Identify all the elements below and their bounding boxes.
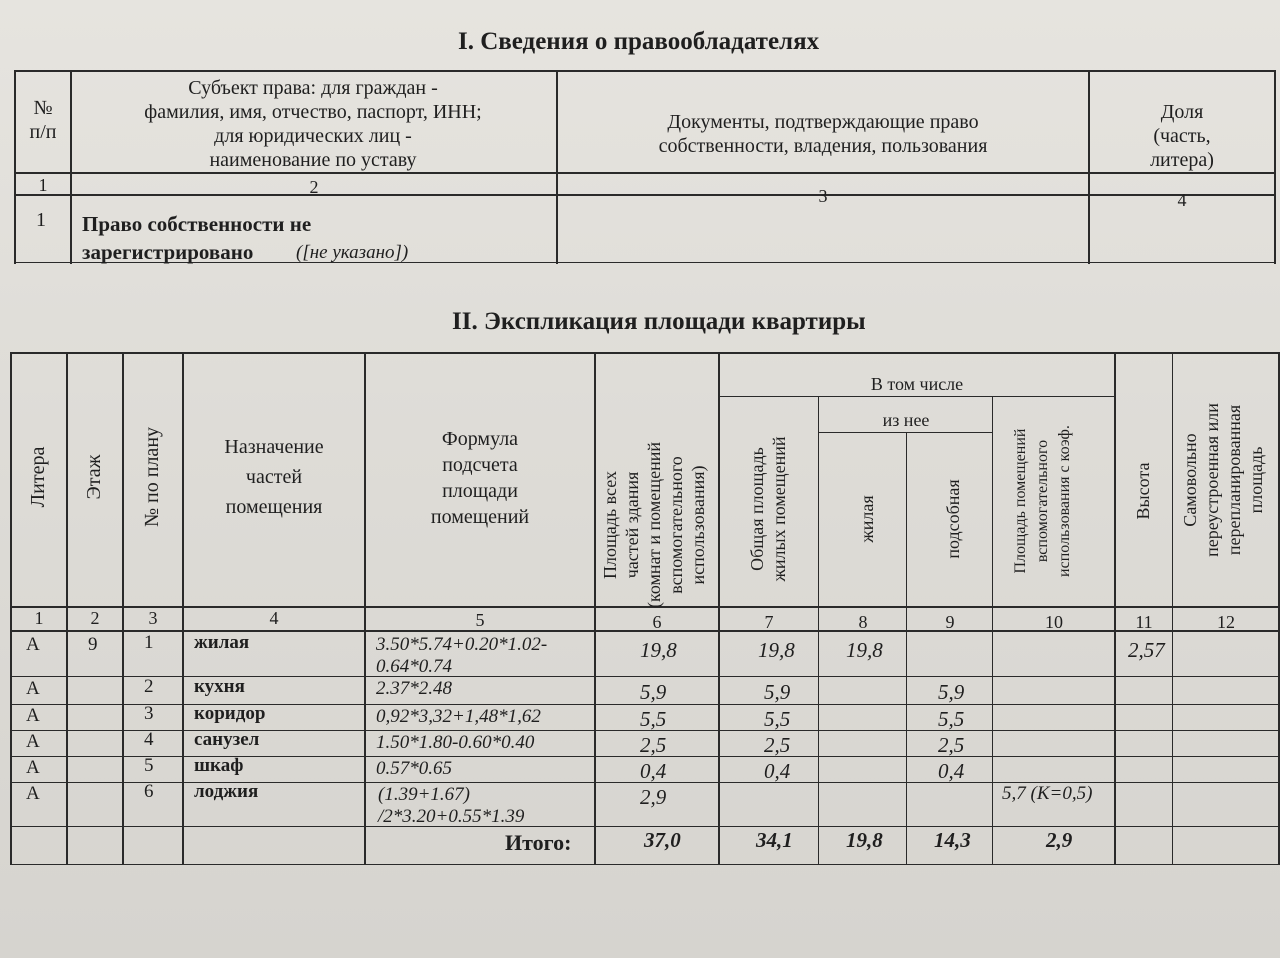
t2-header-plan-no: № по плану xyxy=(141,426,163,528)
totals-living-total: 34,1 xyxy=(756,828,793,852)
row6-purpose: лоджия xyxy=(194,781,259,802)
t2-colnum-1: 1 xyxy=(34,608,44,628)
t2-colnum-5: 5 xyxy=(475,610,485,630)
row5-litera: А xyxy=(26,757,40,778)
row3-purpose: коридор xyxy=(194,703,266,724)
row1-living: 19,8 xyxy=(846,638,883,662)
row4-no: 4 xyxy=(144,729,154,750)
row2-total: 5,9 xyxy=(640,680,667,704)
t2-header-floor: Этаж xyxy=(83,454,105,500)
t1-header-bottom xyxy=(14,172,1276,174)
row1-no: 1 xyxy=(144,632,154,653)
row5-total: 0,4 xyxy=(640,759,667,783)
row3-living-total: 5,5 xyxy=(764,707,791,731)
t2-header-of-which: из нее xyxy=(882,410,930,430)
row4-total: 2,5 xyxy=(640,733,667,757)
t2-bottom-border xyxy=(10,864,1280,865)
row4-purpose: санузел xyxy=(194,729,260,750)
row4-litera: А xyxy=(26,731,40,752)
t2-vtom-bottom xyxy=(718,396,1114,397)
t2-header-utility: подсобная xyxy=(943,479,963,559)
row2-living-total: 5,9 xyxy=(764,680,791,704)
t2-vsep-6 xyxy=(718,352,720,864)
t1-row-no: 1 xyxy=(36,209,46,231)
totals-label: Итого: xyxy=(505,830,572,855)
t2-vsep-5 xyxy=(594,352,596,864)
t2-vsep-9 xyxy=(992,396,993,864)
section1-title: I. Сведения о правообладателях xyxy=(458,28,820,55)
t1-colnum-1: 1 xyxy=(38,175,48,195)
row1-total: 19,8 xyxy=(640,638,677,662)
t2-colnum-2: 2 xyxy=(90,608,100,628)
row4-living-total: 2,5 xyxy=(764,733,791,757)
totals-total: 37,0 xyxy=(644,828,681,852)
row5-living-total: 0,4 xyxy=(764,759,791,783)
t2-header-purpose: Назначение частей помещения xyxy=(224,436,324,518)
t2-vsep-11 xyxy=(1172,352,1173,864)
row6-total: 2,9 xyxy=(640,785,667,809)
row6-litera: А xyxy=(26,783,40,804)
t2-colnum-8: 8 xyxy=(858,612,868,632)
row5-utility: 0,4 xyxy=(938,759,965,783)
row6-formula: (1.39+1.67) /2*3.20+0.55*1.39 xyxy=(378,784,525,827)
totals-utility: 14,3 xyxy=(934,828,971,852)
row1-litera: А xyxy=(26,634,40,655)
row1-floor: 9 xyxy=(88,634,98,655)
t2-header-height: Высота xyxy=(1133,462,1153,520)
t2-row6-bottom xyxy=(10,826,1280,827)
t2-header-formula: Формула подсчета площади помещений xyxy=(430,428,530,528)
t1-colnum-2: 2 xyxy=(309,177,319,197)
t1-header-documents: Документы, подтверждающие право собственности, владения, пользования xyxy=(658,111,988,157)
row3-total: 5,5 xyxy=(640,707,667,731)
row2-utility: 5,9 xyxy=(938,680,965,704)
row4-formula: 1.50*1.80-0.60*0.40 xyxy=(376,732,535,753)
t2-izneye-bottom xyxy=(818,432,992,433)
row3-litera: А xyxy=(26,705,40,726)
totals-aux: 2,9 xyxy=(1046,828,1073,852)
t2-header-auxiliary: Площадь помещений вспомогательного использования с коэф. xyxy=(1012,425,1073,577)
row3-formula: 0,92*3,32+1,48*1,62 xyxy=(376,706,541,727)
t1-colnum-4: 4 xyxy=(1177,190,1187,210)
row1-formula: 3.50*5.74+0.20*1.02- 0.64*0.74 xyxy=(376,634,548,677)
row1-height: 2,57 xyxy=(1128,638,1165,662)
row2-no: 2 xyxy=(144,676,154,697)
t2-header-living: жилая xyxy=(857,495,877,543)
t1-right-border xyxy=(1274,70,1276,264)
t2-colnum-11: 11 xyxy=(1135,612,1153,632)
t1-col-sep-2 xyxy=(556,70,558,264)
t1-header-no: № п/п xyxy=(29,97,57,143)
row3-no: 3 xyxy=(144,703,154,724)
row5-no: 5 xyxy=(144,755,154,776)
t2-colnum-6: 6 xyxy=(652,612,662,632)
t2-header-total-area: Площадь всех частей здания (комнат и помещений вспомогательного использования) xyxy=(600,442,708,608)
t2-header-in-that-number: В том числе xyxy=(870,374,964,394)
row3-utility: 5,5 xyxy=(938,707,965,731)
row4-utility: 2,5 xyxy=(938,733,965,757)
t2-colnum-4: 4 xyxy=(269,608,279,628)
row6-aux: 5,7 (K=0,5) xyxy=(1002,783,1093,804)
t2-colnum-9: 9 xyxy=(945,612,955,632)
t2-vsep-8 xyxy=(906,432,907,864)
row1-living-total: 19,8 xyxy=(758,638,795,662)
t2-colnum-12: 12 xyxy=(1217,612,1235,632)
t2-vsep-7 xyxy=(818,396,819,864)
t2-top-border xyxy=(10,352,1280,354)
t2-colnum-10: 10 xyxy=(1045,612,1063,632)
row5-formula: 0.57*0.65 xyxy=(376,758,452,779)
row2-purpose: кухня xyxy=(194,676,245,697)
t1-header-share: Доля (часть, литера) xyxy=(1150,101,1214,171)
t2-colnum-7: 7 xyxy=(764,612,774,632)
t2-colnum-3: 3 xyxy=(148,608,158,628)
totals-living: 19,8 xyxy=(846,828,883,852)
t2-header-unauthorized: Самовольно переустроенная или перепланированная площадь xyxy=(1180,403,1266,557)
t1-header-subject: Субъект права: для граждан - фамилия, имя, отчество, паспорт, ИНН; для юридических лиц - наименование по уставу xyxy=(144,77,482,171)
t1-row-subject-note: ([не указано]) xyxy=(296,242,409,263)
t2-header-litera: Литера xyxy=(27,446,49,508)
t1-colnum-3: 3 xyxy=(818,186,828,206)
t2-header-living-total: Общая площадь жилых помещений xyxy=(747,436,789,582)
row6-no: 6 xyxy=(144,781,154,802)
row5-purpose: шкаф xyxy=(194,755,244,776)
t2-vsep-10 xyxy=(1114,352,1116,864)
section2-title: II. Экспликация площади квартиры xyxy=(452,308,866,335)
row1-purpose: жилая xyxy=(194,632,250,653)
t1-top-border xyxy=(14,70,1276,72)
row2-formula: 2.37*2.48 xyxy=(376,678,452,699)
row2-litera: А xyxy=(26,678,40,699)
t1-row-subject: Право собственности не зарегистрировано xyxy=(82,212,312,264)
